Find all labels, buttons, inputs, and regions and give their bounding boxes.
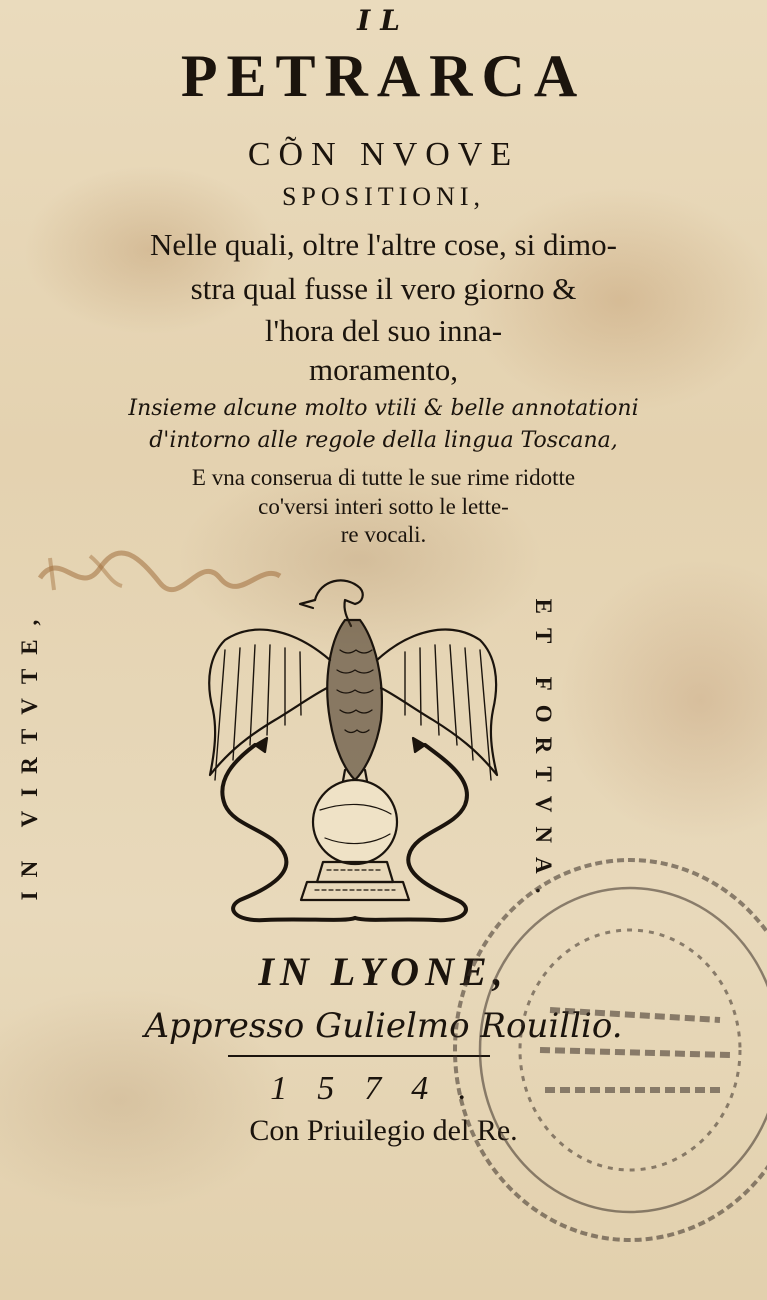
description-line: moramento, xyxy=(309,352,458,387)
subtitle-line-1: CÕN NVOVE xyxy=(247,136,520,173)
subtitle-line-2: SPOSITIONI, xyxy=(281,182,486,211)
conserua-line: E vna conserua di tutte le sue rime ridotte xyxy=(191,465,576,490)
page-title: PETRARCA xyxy=(180,43,587,109)
imprint-city: IN LYONE, xyxy=(258,949,509,994)
description-line: Nelle quali, oltre l'altre cose, si dimo- xyxy=(150,227,617,262)
conserua-line: co'versi interi sotto le lette- xyxy=(258,494,509,519)
description-line: stra qual fusse il vero giorno & xyxy=(190,271,577,306)
motto-left: IN VIRTVTE, xyxy=(17,605,42,901)
conserua-line: re vocali. xyxy=(340,522,427,547)
privilege-line: Con Priuilegio del Re. xyxy=(249,1114,518,1147)
imprint-year: 1574. xyxy=(270,1070,497,1107)
motto-right: ET FORTVNA. xyxy=(531,598,556,908)
annotation-line: Insieme alcune molto vtili & belle annotationi xyxy=(128,396,639,421)
title-article: IL xyxy=(357,4,410,37)
annotation-line: d'intorno alle regole della lingua Toscana, xyxy=(149,428,618,453)
circular-library-stamp-icon xyxy=(430,850,767,1250)
imprint-printer: Appresso Gulielmo Rouillio. xyxy=(144,1006,623,1046)
description-line: l'hora del suo inna- xyxy=(264,313,503,348)
